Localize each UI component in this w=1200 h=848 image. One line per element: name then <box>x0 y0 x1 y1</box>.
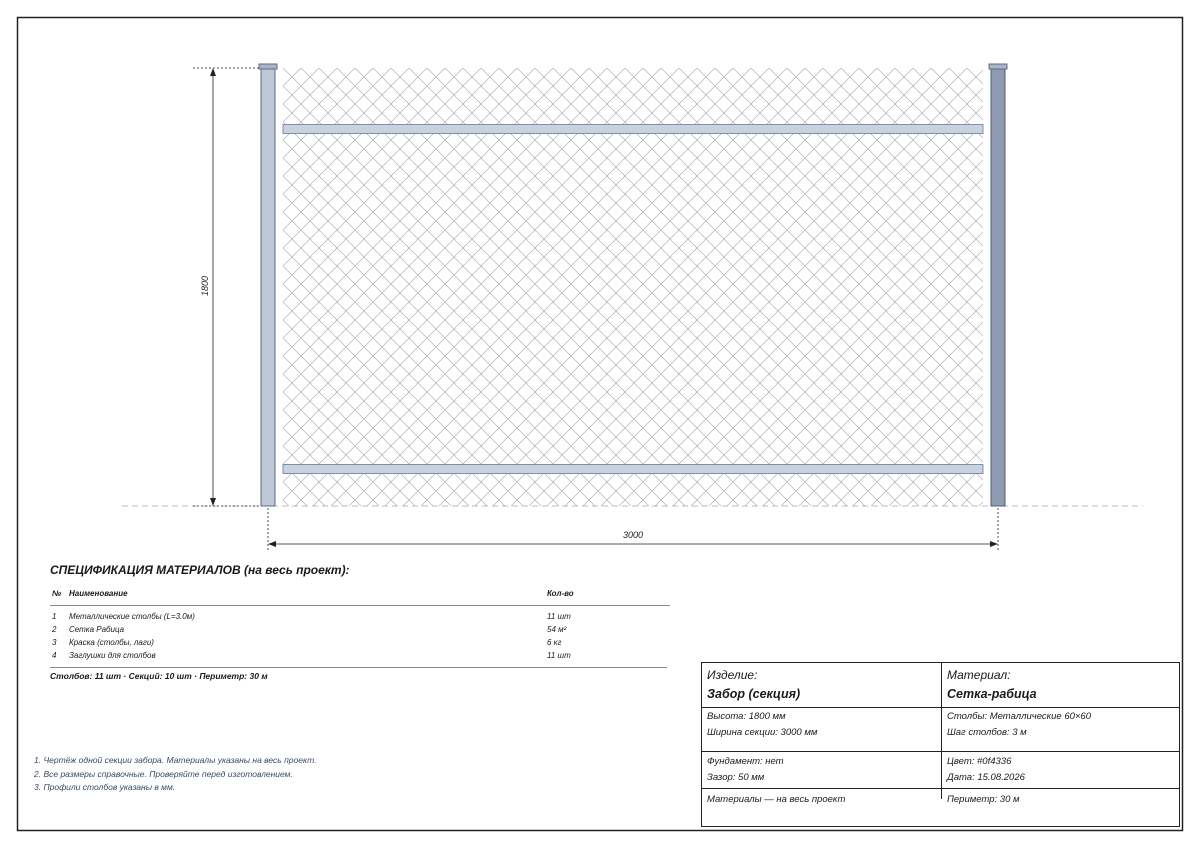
spec-row-num: 1 <box>52 612 57 621</box>
spec-row-qty: 54 м² <box>547 625 567 634</box>
spec-summary: Столбов: 11 шт · Секций: 10 шт · Периметр: 30 м <box>50 671 268 681</box>
spec-row-name: Краска (столбы, лаги) <box>69 638 154 647</box>
spec-row-name: Металлические столбы (L=3.0м) <box>69 612 195 621</box>
spec-row-num: 3 <box>52 638 57 647</box>
spec-row-num: 4 <box>52 651 57 660</box>
spec-row <box>50 638 670 651</box>
spec-header-qty: Кол-во <box>547 589 574 598</box>
foundation-value: Фундамент: нет <box>707 756 784 767</box>
spec-separator <box>50 667 667 668</box>
material-value: Сетка-рабица <box>947 687 1037 701</box>
gap-value: Зазор: 50 мм <box>707 772 765 783</box>
spec-header <box>50 589 670 606</box>
left-post <box>261 68 275 506</box>
title-block-divider <box>702 707 1179 708</box>
perimeter-value: Периметр: 30 м <box>947 794 1020 805</box>
right-post-cap <box>989 64 1007 69</box>
title-block-divider <box>702 788 1179 789</box>
section-width-value: Ширина секции: 3000 мм <box>707 727 818 738</box>
note-line: 3. Профили столбов указаны в мм. <box>34 782 176 792</box>
spec-row <box>50 625 670 638</box>
spec-title: СПЕЦИФИКАЦИЯ МАТЕРИАЛОВ (на весь проект): <box>50 563 350 577</box>
materials-specification <box>50 563 670 681</box>
materials-note: Материалы — на весь проект <box>707 794 846 805</box>
spec-row-qty: 11 шт <box>547 651 571 660</box>
title-block <box>701 662 1180 827</box>
product-value: Забор (секция) <box>707 687 801 701</box>
top-rail <box>283 125 983 134</box>
spec-row-name: Заглушки для столбов <box>69 651 156 660</box>
right-post <box>991 68 1005 506</box>
posts-value: Столбы: Металлические 60×60 <box>947 711 1092 722</box>
height-value: Высота: 1800 мм <box>707 711 786 722</box>
title-block-divider-vertical <box>941 663 942 799</box>
bottom-rail <box>283 465 983 474</box>
spec-row <box>50 651 670 664</box>
material-label: Материал: <box>947 668 1011 682</box>
width-dimension-label: 3000 <box>622 530 644 540</box>
date-value: Дата: 15.08.2026 <box>947 772 1025 783</box>
spec-header-num: № <box>52 589 62 598</box>
spec-row-qty: 6 кг <box>547 638 562 647</box>
title-block-divider <box>702 751 1179 752</box>
spec-row-name: Сетка Рабица <box>69 625 125 634</box>
color-value: Цвет: #0f4336 <box>947 756 1012 767</box>
drawing-notes <box>34 754 316 795</box>
spec-row-num: 2 <box>52 625 57 634</box>
note-line: 1. Чертёж одной секции забора. Материалы указаны на весь проект. <box>34 755 317 765</box>
height-dimension-label: 1800 <box>200 275 210 297</box>
spec-row <box>50 612 670 625</box>
spec-row-qty: 11 шт <box>547 612 571 621</box>
width-dimension <box>268 508 998 550</box>
product-label: Изделие: <box>707 668 758 682</box>
note-line: 2. Все размеры справочные. Проверяйте перед изготовлением. <box>34 768 293 779</box>
spec-header-name: Наименование <box>69 589 128 598</box>
post-step-value: Шаг столбов: 3 м <box>947 727 1027 738</box>
left-post-cap <box>259 64 277 69</box>
